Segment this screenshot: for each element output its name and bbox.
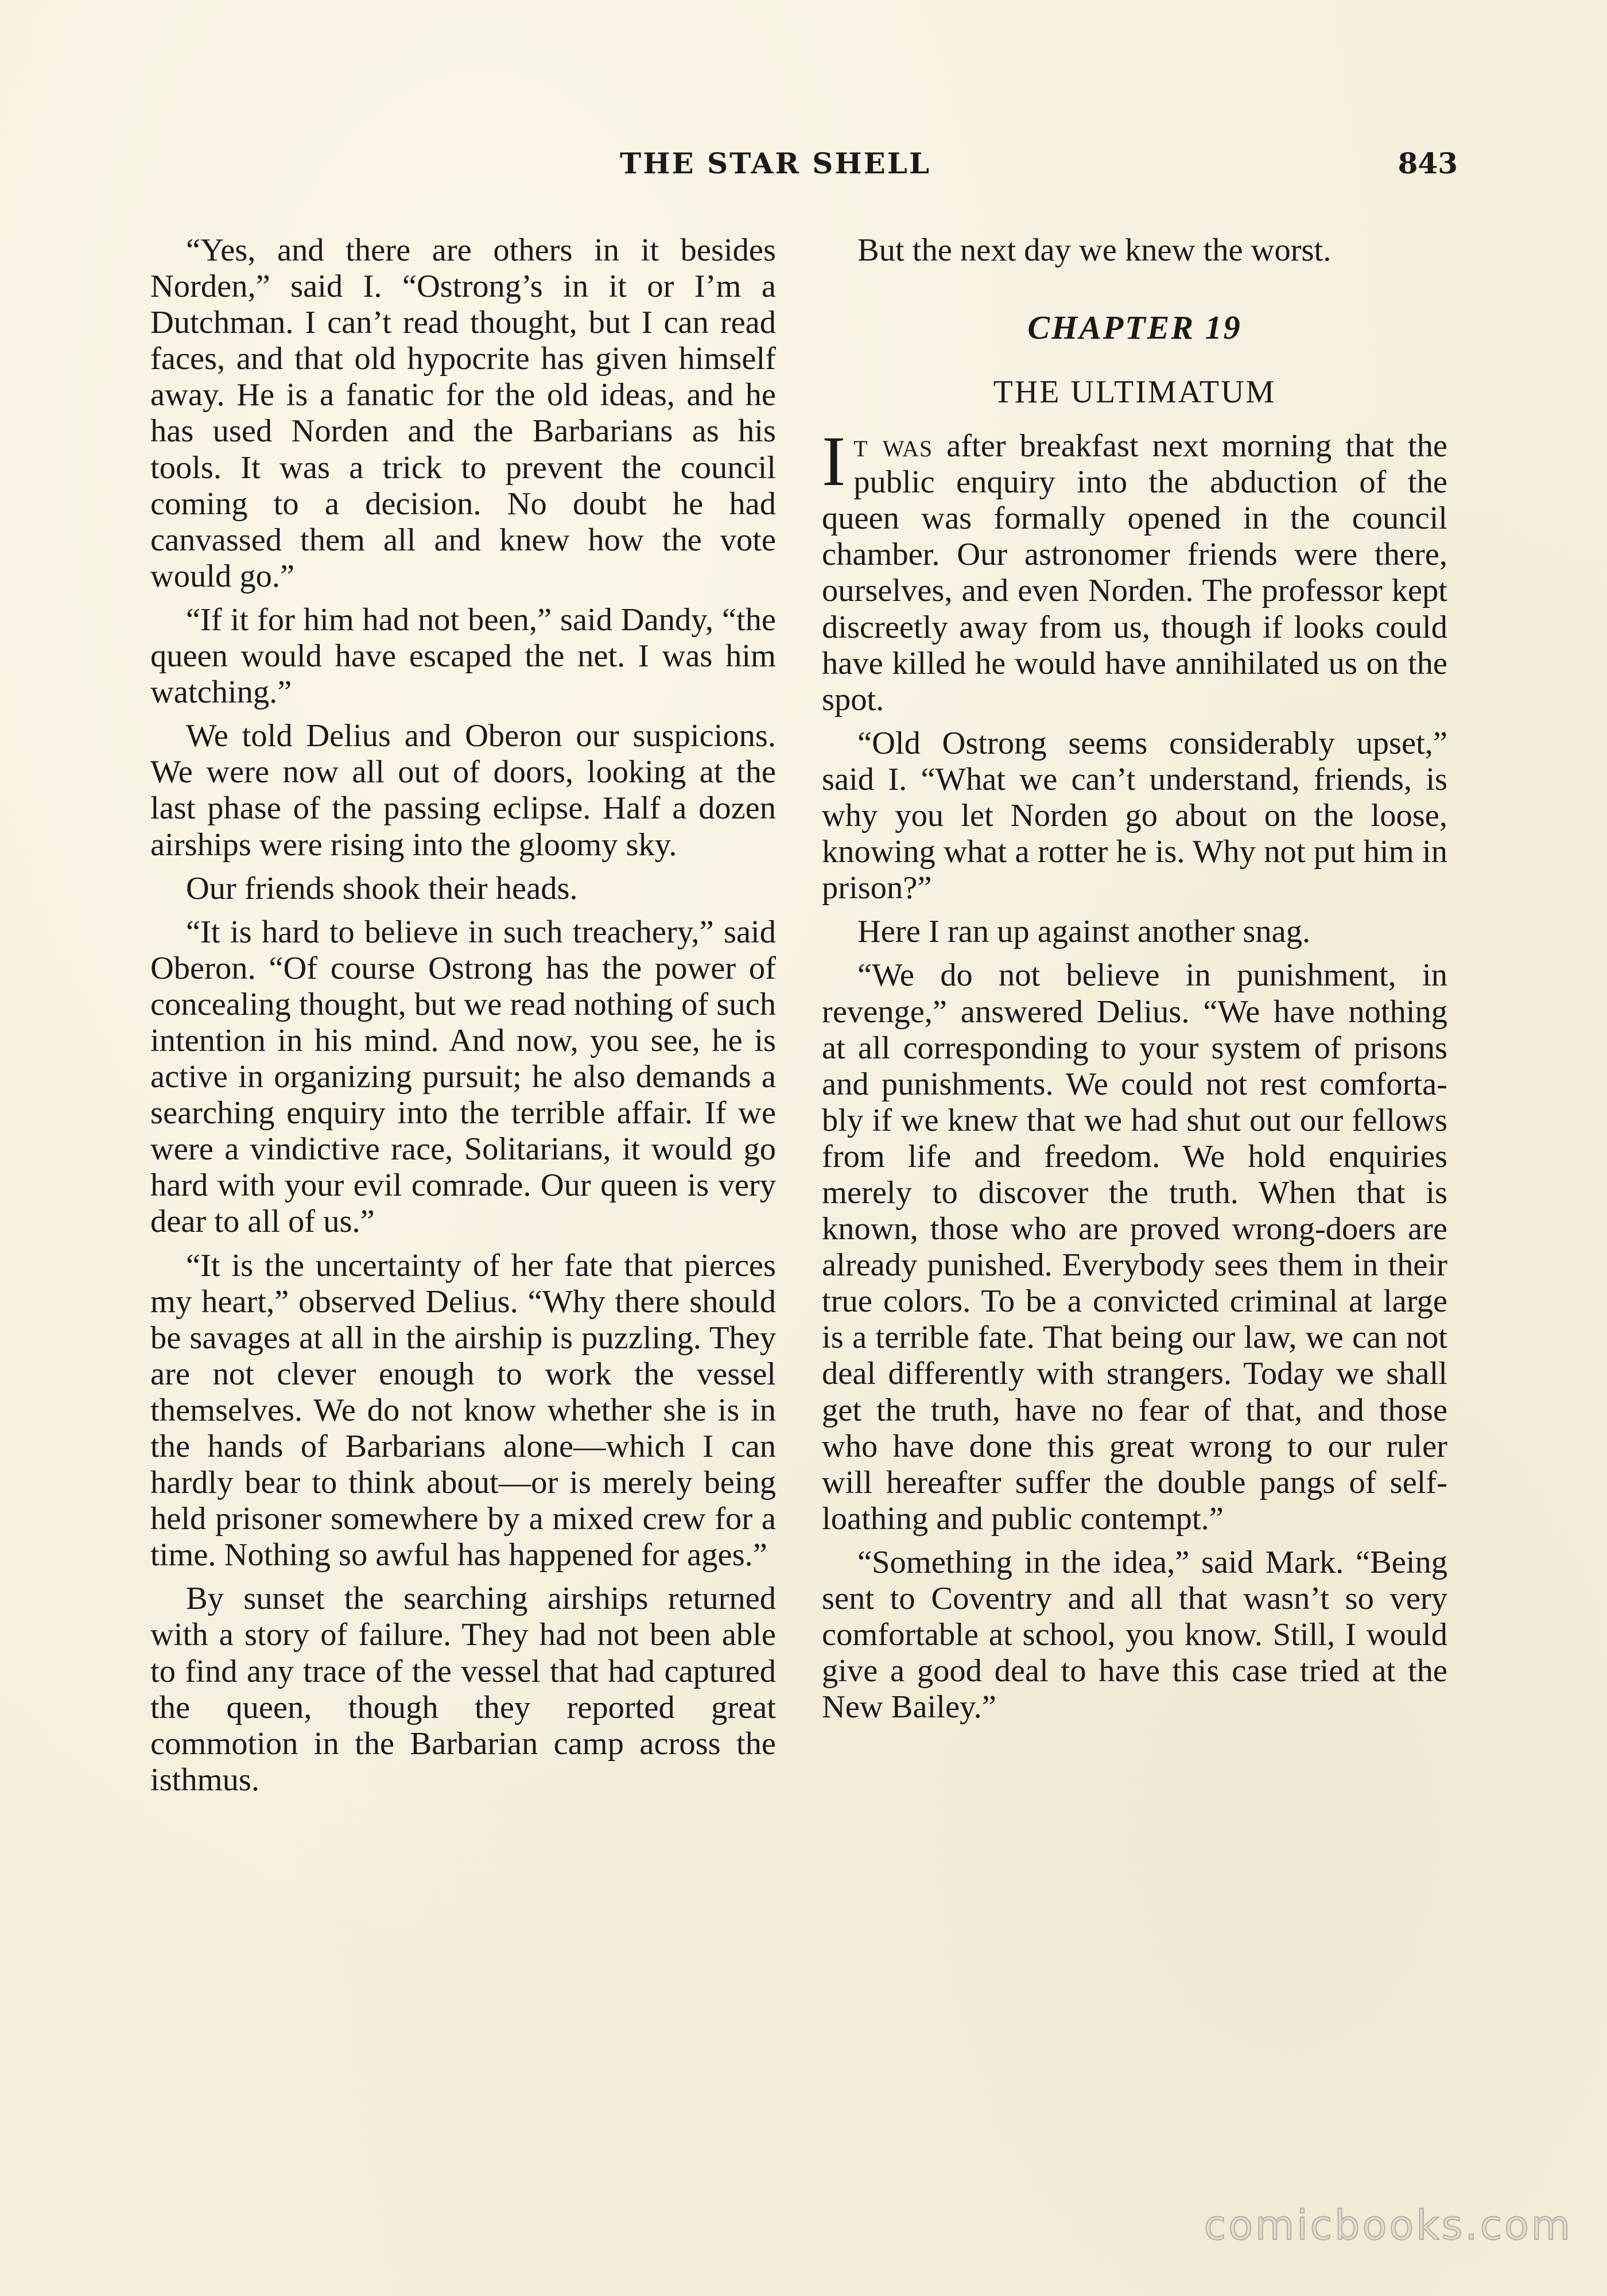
paragraph: We told Delius and Oberon our suspicions. We were now all out of doors, looking at the last phase of the passing eclipse. Half a dozen airships were rising into the gloomy sky.: [150, 718, 776, 863]
paragraph: But the next day we knew the worst.: [857, 232, 1332, 268]
drop-cap-initial: I: [822, 422, 846, 501]
chapter-number: CHAPTER 19: [1027, 309, 1242, 347]
site-watermark: comicbooks.com: [1204, 2202, 1573, 2249]
paragraph: Here I ran up against another snag.: [857, 914, 1311, 950]
running-title: THE STAR SHELL: [620, 146, 931, 180]
paragraph: “It is hard to believe in such treachery,” said Oberon. “Of course Ostrong has the power of concealing thought, but we read nothing of such intention in his mind. And now, you see, he is active in organizing pursuit; he also demands a searching enquiry into the terrible affair. If we were a vindictive race, Solitarians, it would go hard with your evil comrade. Our queen is very dear to all of us.”: [150, 914, 776, 1240]
opening-text: after breakfast next morning that the public enquiry into the abduction of the queen was formally opened in the council chamber. Our astronomer friends were there, ourselves, and even Norden. The professor kept discreetly away from us, though if looks could have killed he would have annihilated us on the spot.: [822, 428, 1447, 718]
paragraph: By sunset the searching airships returned with a story of failure. They had not been able to find any trace of the vessel that had captured the queen, though they reported great commotion in the Barbarian camp across the isthmus.: [150, 1581, 776, 1798]
left-column: [150, 232, 776, 1806]
paragraph: “Old Ostrong seems considerably upset,” said I. “What we can’t understand, friends, is why you let Norden go about on the loose, knowing what a rotter he is. Why not put him in prison?”: [822, 725, 1447, 906]
right-column: [822, 232, 1447, 1733]
opening-small-caps: t was: [853, 428, 933, 464]
paragraph: “We do not believe in punishment, in revenge,” answered Delius. “We have nothing at all corresponding to your system of prisons and punishments. We could not rest comfortably if we knew that we had shut out our fellows from life and freedom. We hold enquiries merely to discover the truth. When that is known, those who are proved wrong-doers are already punished. Everybody sees them in their true colors. To be a convicted criminal at large is a terrible fate. That being our law, we can not deal differently with strangers. Today we shall get the truth, have no fear of that, and those who have done this great wrong to our ruler will hereafter suffer the double pangs of self-loathing and public contempt.”: [822, 957, 1447, 1537]
chapter-opening-paragraph: [822, 422, 1447, 718]
paragraph: Our friends shook their heads.: [186, 870, 578, 906]
running-header: [149, 146, 1458, 192]
paragraph: “If it for him had not been,” said Dandy, “the queen would have escaped the net. I was him watching.”: [150, 602, 776, 711]
page-number: 843: [1398, 146, 1458, 180]
paragraph: “Yes, and there are others in it besides Norden,” said I. “Ostrong’s in it or I’m a Dutchman. I can’t read thought, but I can read faces, and that old hypocrite has given himself away. He is a fanatic for the old ideas, and he has used Norden and the Barbarians as his tools. It was a trick to prevent the council coming to a decision. No doubt he had canvassed them all and knew how the vote would go.”: [150, 232, 776, 594]
paragraph: “Something in the idea,” said Mark. “Being sent to Coventry and all that wasn’t so very comfortable at school, you know. Still, I would give a good deal to have this case tried at the New Bailey.”: [822, 1544, 1447, 1725]
paragraph: “It is the uncertainty of her fate that pierces my heart,” observed Delius. “Why there should be savages at all in the airship is puzzling. They are not clever enough to work the vessel themselves. We do not know whether she is in the hands of Barbarians alone—which I can hardly bear to think about—or is merely being held prisoner somewhere by a mixed crew for a time. Nothing so awful has happened for ages.”: [150, 1247, 776, 1573]
chapter-title: THE ULTIMATUM: [993, 374, 1276, 410]
